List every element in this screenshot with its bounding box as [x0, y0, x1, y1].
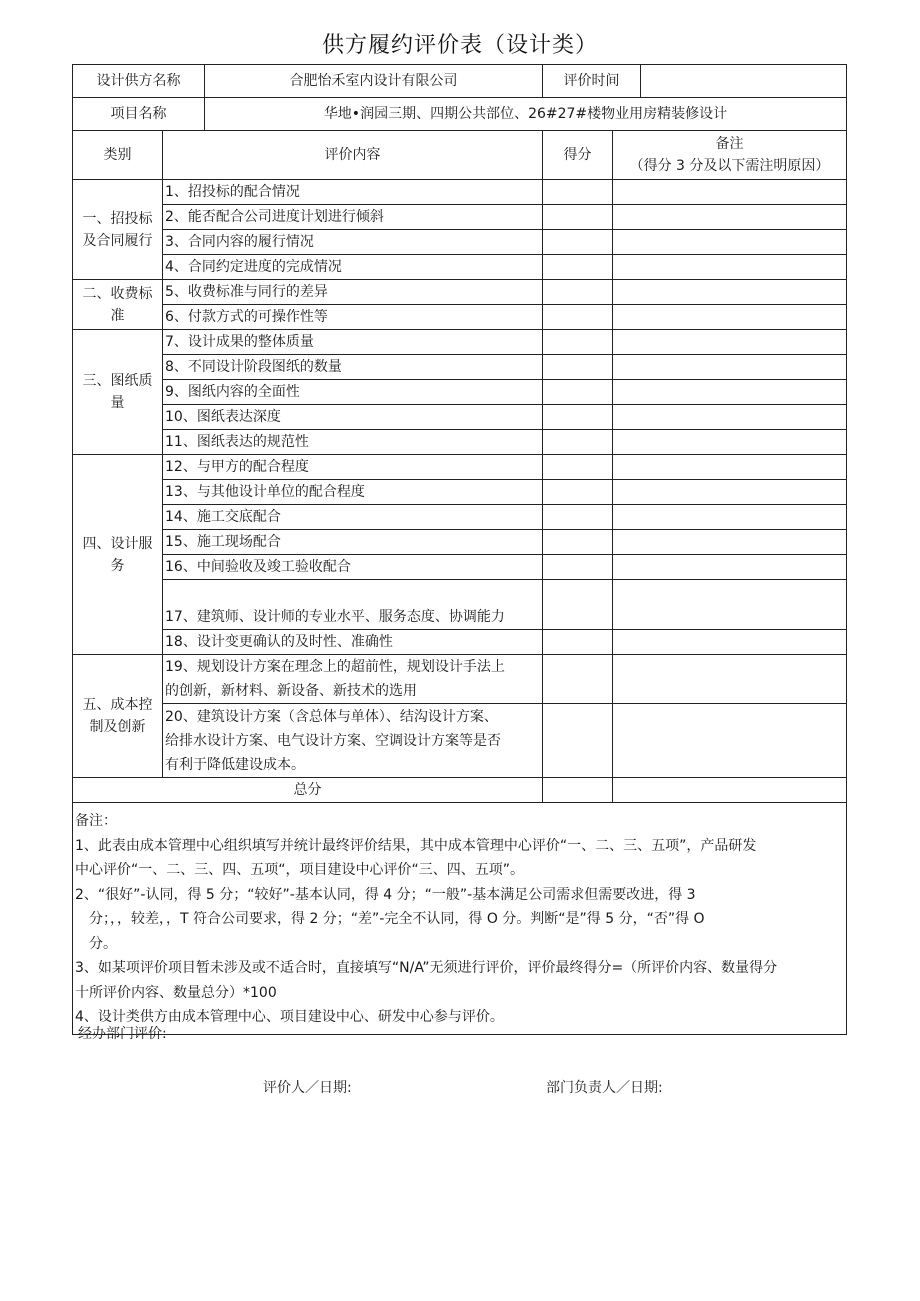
remark-cell[interactable] — [613, 405, 847, 430]
dept-head-date-label: 部门负责人／日期: — [546, 1080, 663, 1096]
category-cell — [73, 655, 163, 778]
total-remark-cell[interactable] — [613, 778, 847, 803]
table-row — [73, 530, 847, 555]
header-remark-title: 备注 — [715, 136, 744, 152]
category-cell — [73, 455, 163, 655]
project-label: 项目名称 — [73, 98, 205, 131]
criterion-line: 的创新，新材料、新设备、新技术的选用 — [165, 683, 417, 699]
table-row — [73, 230, 847, 255]
criterion-text: 9、图纸内容的全面性 — [163, 380, 543, 405]
category-name-line2: 准 — [110, 307, 125, 324]
note-2-line-2: 分；，，较差，，T 符合公司要求，得 2 分；“差”-完全不认同，得 O 分。判断“是”得 5 分，“否”得 O — [89, 911, 705, 927]
table-row — [73, 480, 847, 505]
criterion-text: 8、不同设计阶段图纸的数量 — [163, 355, 543, 380]
criterion-text: 7、设计成果的整体质量 — [163, 330, 543, 355]
table-row — [73, 205, 847, 230]
score-cell[interactable] — [543, 655, 613, 704]
table-row — [73, 630, 847, 655]
score-cell[interactable] — [543, 280, 613, 305]
table-row — [73, 430, 847, 455]
table-row — [73, 580, 847, 630]
table-row — [73, 305, 847, 330]
table-header-row — [73, 131, 847, 180]
category-name-line1: 二、收费标 — [82, 285, 153, 302]
score-cell[interactable] — [543, 255, 613, 280]
remark-cell[interactable] — [613, 330, 847, 355]
note-3-line-2: 十所评价内容、数量总分）*100 — [75, 984, 277, 1001]
table-row — [73, 655, 847, 704]
table-row — [73, 255, 847, 280]
remark-cell[interactable] — [613, 230, 847, 255]
note-1-line-2: 中心评价“一、二、三、四、五项“，项目建设中心评价“三、四、五项”。 — [75, 862, 525, 878]
table-row — [73, 455, 847, 480]
project-value[interactable]: 华地•润园三期、四期公共部位、26#27#楼物业用房精装修设计 — [205, 98, 847, 131]
table-row — [73, 380, 847, 405]
category-name-line1: 五、成本控 — [82, 697, 153, 713]
info-row-project — [73, 98, 847, 131]
category-name-line1: 四、设计服 — [82, 535, 153, 552]
criterion-text: 14、施工交底配合 — [163, 505, 543, 530]
note-3-line-1: 3、如某项评价项目暂未涉及或不适合时，直接填写“N/A”无须进行评价，评价最终得分=（所评价内容、数量得分 — [75, 960, 778, 976]
remark-cell[interactable] — [613, 704, 847, 778]
criterion-text: 16、中间验收及竣工验收配合 — [163, 555, 543, 580]
category-cell — [73, 280, 163, 330]
criterion-text: 11、图纸表达的规范性 — [163, 430, 543, 455]
evaluation-time-value[interactable] — [641, 65, 847, 98]
criterion-line: 有利于降低建设成本。 — [165, 756, 305, 773]
criterion-text: 2、能否配合公司进度计划进行倾斜 — [163, 205, 543, 230]
score-cell[interactable] — [543, 355, 613, 380]
score-cell[interactable] — [543, 205, 613, 230]
score-cell[interactable] — [543, 555, 613, 580]
category-cell — [73, 330, 163, 455]
note-4: 4、设计类供方由成本管理中心、项目建设中心、研发中心参与评价。 — [75, 1009, 504, 1025]
header-remark-sub: （得分 3 分及以下需注明原因） — [629, 158, 830, 174]
criterion-text: 1、招投标的配合情况 — [163, 180, 543, 205]
criterion-text: 13、与其他设计单位的配合程度 — [163, 480, 543, 505]
note-2-line-1: 2、“很好”-认同，得 5 分；“较好”-基本认同，得 4 分；“一般”-基本满足公司需求但需要改进，得 3 — [75, 886, 696, 903]
score-cell[interactable] — [543, 405, 613, 430]
category-name-line2: 务 — [110, 557, 125, 574]
criterion-text: 4、合同约定进度的完成情况 — [163, 255, 543, 280]
evaluation-table — [72, 64, 847, 1035]
criterion-text: 15、施工现场配合 — [163, 530, 543, 555]
category-name-line1: 一、招投标 — [82, 210, 153, 227]
info-row-supplier — [73, 65, 847, 98]
score-cell[interactable] — [543, 230, 613, 255]
score-cell[interactable] — [543, 180, 613, 205]
remark-cell[interactable] — [613, 305, 847, 330]
remark-cell[interactable] — [613, 355, 847, 380]
criterion-text: 17、建筑师、设计师的专业水平、服务态度、协调能力 — [163, 580, 543, 630]
notes-heading: 备注： — [75, 813, 117, 829]
supplier-label: 设计供方名称 — [73, 65, 205, 98]
category-cell — [73, 180, 163, 280]
category-name-line2: 及合同履行 — [82, 232, 153, 249]
score-cell[interactable] — [543, 630, 613, 655]
total-score-cell[interactable] — [543, 778, 613, 803]
table-row — [73, 704, 847, 778]
remark-cell[interactable] — [613, 530, 847, 555]
criterion-line: 给排水设计方案、电气设计方案、空调设计方案等是否 — [165, 732, 501, 749]
criterion-text — [163, 704, 543, 778]
table-row — [73, 505, 847, 530]
table-row — [73, 280, 847, 305]
score-cell[interactable] — [543, 530, 613, 555]
score-cell[interactable] — [543, 580, 613, 630]
criterion-text: 3、合同内容的履行情况 — [163, 230, 543, 255]
criterion-text: 18、设计变更确认的及时性、准确性 — [163, 630, 543, 655]
remark-cell[interactable] — [613, 430, 847, 455]
criterion-text — [163, 655, 543, 704]
score-cell[interactable] — [543, 430, 613, 455]
evaluator-date-label: 评价人／日期: — [263, 1080, 352, 1096]
table-row — [73, 330, 847, 355]
evaluation-time-label: 评价时间 — [543, 65, 641, 98]
notes-cell — [73, 803, 847, 1035]
score-cell[interactable] — [543, 330, 613, 355]
remark-cell[interactable] — [613, 380, 847, 405]
dept-evaluation-label: 经办部门评价: — [78, 1026, 167, 1042]
header-category: 类别 — [73, 131, 163, 180]
criterion-line: 20、建筑设计方案（含总体与单体）、结沟设计方案、 — [165, 708, 498, 725]
criterion-line: 19、规划设计方案在理念上的超前性，规划设计手法上 — [165, 659, 505, 675]
notes-row — [73, 803, 847, 1035]
remark-cell[interactable] — [613, 180, 847, 205]
criterion-text: 10、图纸表达深度 — [163, 405, 543, 430]
remark-cell[interactable] — [613, 505, 847, 530]
remark-cell[interactable] — [613, 630, 847, 655]
criterion-text: 6、付款方式的可操作性等 — [163, 305, 543, 330]
criterion-text: 12、与甲方的配合程度 — [163, 455, 543, 480]
table-row — [73, 180, 847, 205]
remark-cell[interactable] — [613, 455, 847, 480]
score-cell[interactable] — [543, 380, 613, 405]
category-name-line2: 量 — [110, 395, 125, 411]
table-row — [73, 355, 847, 380]
supplier-value[interactable]: 合肥怡禾室内设计有限公司 — [205, 65, 543, 98]
remark-cell[interactable] — [613, 580, 847, 630]
score-cell[interactable] — [543, 455, 613, 480]
score-cell[interactable] — [543, 480, 613, 505]
total-label: 总分 — [73, 778, 543, 803]
header-remark — [613, 131, 847, 180]
total-row — [73, 778, 847, 803]
header-content: 评价内容 — [163, 131, 543, 180]
criterion-text: 5、收费标准与同行的差异 — [163, 280, 543, 305]
remark-cell[interactable] — [613, 655, 847, 704]
score-cell[interactable] — [543, 305, 613, 330]
page-title: 供方履约评价表（设计类） — [321, 33, 598, 58]
category-name-line2: 制及创新 — [89, 719, 146, 735]
table-row — [73, 555, 847, 580]
remark-cell[interactable] — [613, 205, 847, 230]
remark-cell[interactable] — [613, 555, 847, 580]
note-1-line-1: 1、此表由成本管理中心组织填写并统计最终评价结果，其中成本管理中心评价“一、二、三、五项”，产品研发 — [75, 837, 757, 854]
score-cell[interactable] — [543, 505, 613, 530]
remark-cell[interactable] — [613, 280, 847, 305]
header-score: 得分 — [543, 131, 613, 180]
remark-cell[interactable] — [613, 255, 847, 280]
category-name-line1: 三、图纸质 — [82, 373, 153, 389]
table-row — [73, 405, 847, 430]
score-cell[interactable] — [543, 704, 613, 778]
note-2-line-3: 分。 — [89, 935, 117, 952]
remark-cell[interactable] — [613, 480, 847, 505]
